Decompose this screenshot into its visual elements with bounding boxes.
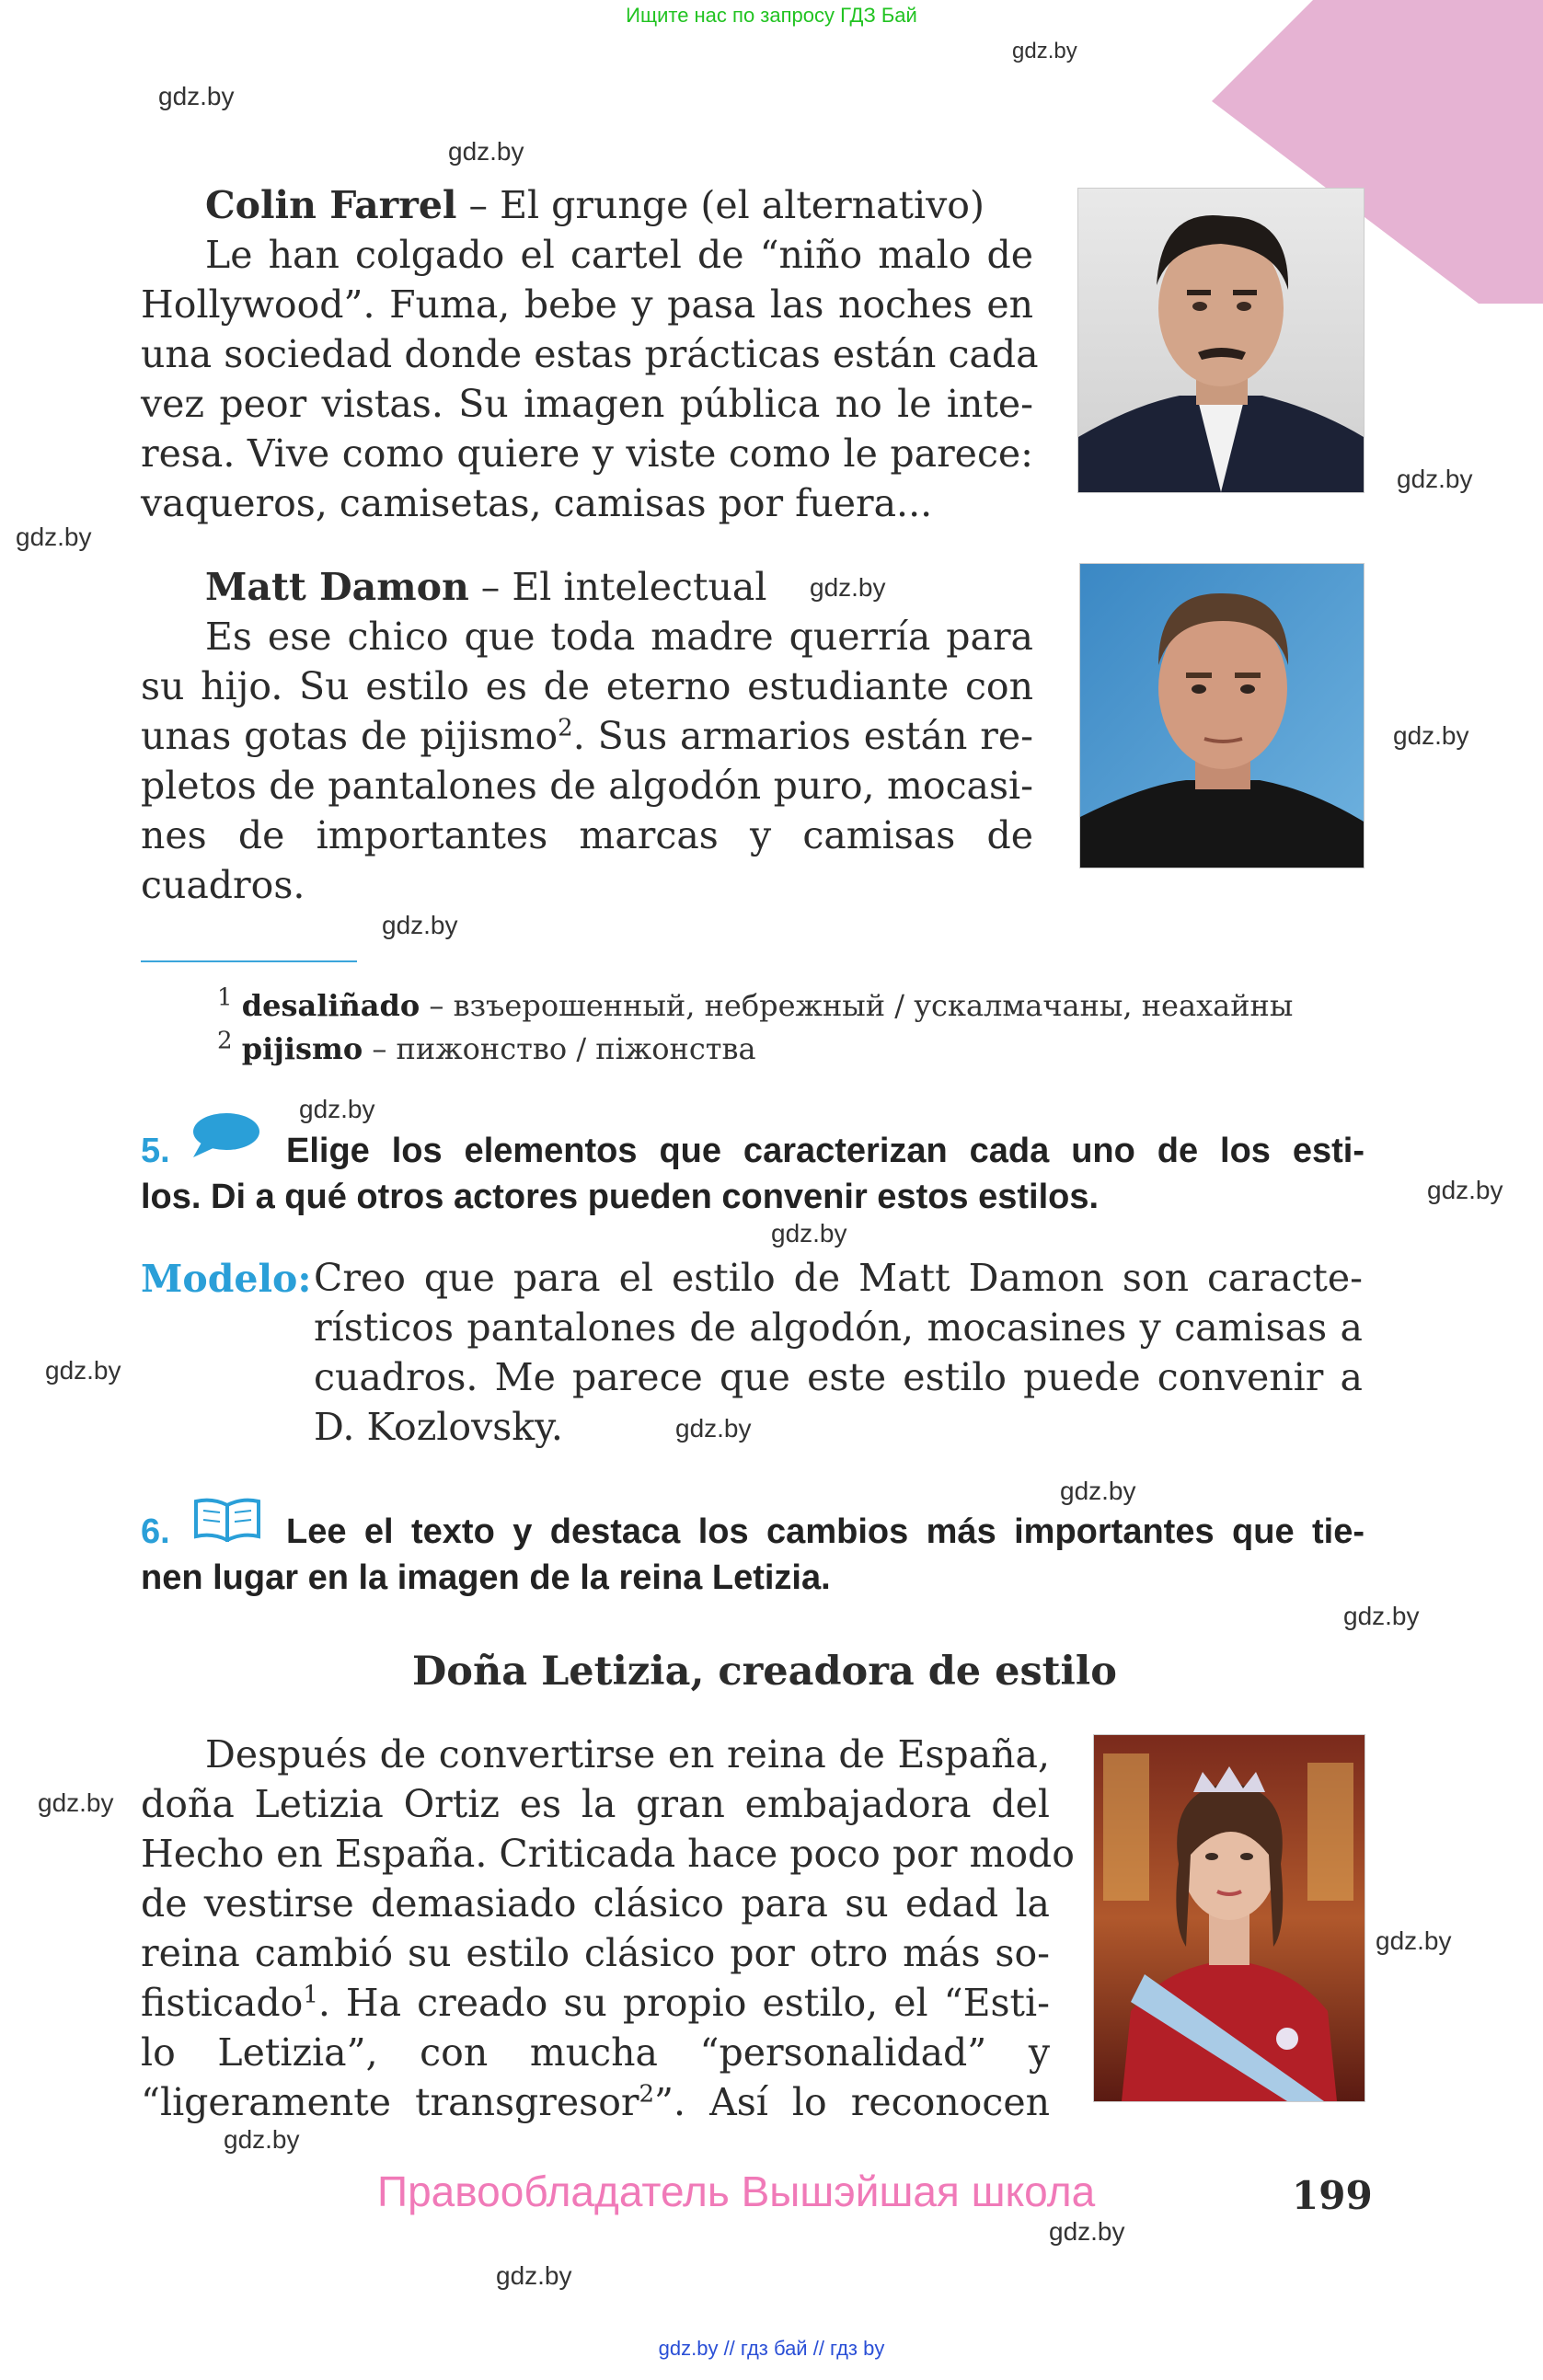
footnote-divider: [141, 960, 357, 962]
farrel-line-1: Le han colgado el cartel de “niño malo de: [205, 233, 1033, 277]
matt-damon-photo: [1079, 563, 1365, 868]
watermark: gdz.by: [675, 1414, 752, 1443]
damon-line-3-rest: . Sus armarios están re-: [572, 714, 1033, 758]
damon-line-1: Es ese chico que toda madre querría para: [205, 615, 1033, 659]
letizia-line-8: [141, 2077, 1050, 2127]
watermark: gdz.by: [810, 573, 886, 602]
watermark: gdz.by: [1376, 1926, 1452, 1955]
colin-farrel-photo: [1077, 188, 1365, 493]
footnote-2-number: 2: [217, 1027, 233, 1055]
farrel-line-3: una sociedad donde estas prácticas están cada: [141, 332, 1039, 376]
farrel-line-6: vaqueros, camisetas, camisas por fuera...: [141, 481, 933, 525]
footnote-ref-2b: 2: [639, 2080, 655, 2109]
letizia-line-8-text: “ligeramente transgresor: [141, 2080, 639, 2124]
task-6-number: 6.: [141, 1512, 170, 1551]
footnote-2-text: – пижонство / піжонства: [363, 1031, 756, 1066]
watermark: gdz.by: [1012, 39, 1077, 63]
letizia-line-6: [141, 1978, 1050, 2028]
bottom-banner[interactable]: gdz.by // гдз бай // гдз by: [658, 2337, 885, 2360]
watermark: gdz.by: [1343, 1602, 1420, 1630]
letizia-line-8-rest: ”. Así lo reconocen: [654, 2080, 1050, 2124]
watermark: gdz.by: [448, 137, 524, 166]
top-banner[interactable]: Ищите нас по запросу ГДЗ Бай: [626, 4, 917, 27]
task-5-line-2: los. Di a qué otros actores pueden convenir estos estilos.: [141, 1178, 1100, 1216]
task-6-line-1: [141, 1509, 1365, 1555]
modelo-text: [314, 1253, 1363, 1452]
modelo-line-4: D. Kozlovsky.: [314, 1405, 563, 1449]
queen-letizia-photo: [1093, 1734, 1365, 2102]
letizia-title: Doña Letizia, creadora de estilo: [412, 1649, 1117, 1695]
damon-style: El intelectual: [512, 565, 767, 609]
watermark: gdz.by: [496, 2261, 572, 2290]
watermark: gdz.by: [382, 911, 458, 939]
damon-paragraph: [141, 562, 1033, 910]
letizia-line-1: Después de convertirse en reina de España,: [205, 1732, 1050, 1776]
task-5-text: [141, 1128, 1365, 1220]
farrel-name: Colin Farrel: [205, 183, 457, 227]
footnotes: [217, 984, 1413, 1071]
watermark: gdz.by: [1427, 1176, 1503, 1204]
letizia-line-5: reina cambió su estilo clásico por otro más so-: [141, 1931, 1050, 1975]
watermark: gdz.by: [1393, 721, 1469, 750]
farrel-heading: [205, 180, 1033, 230]
footnote-2-term: pijismo: [241, 1031, 363, 1066]
watermark: gdz.by: [1060, 1477, 1136, 1505]
watermark: gdz.by: [16, 523, 92, 551]
footnote-ref-2: 2: [558, 714, 573, 742]
modelo-line-2: rísticos pantalones de algodón, mocasines y camisas a: [314, 1305, 1363, 1350]
footnote-1-term: desaliñado: [241, 988, 420, 1023]
damon-line-3: [141, 711, 1033, 761]
footnote-1-number: 1: [217, 983, 233, 1012]
farrel-style: El grunge (el alternativo): [500, 183, 985, 227]
task-5-line-1-text: Elige los elementos que caracterizan cada uno de los esti-: [286, 1132, 1365, 1170]
letizia-line-3: Hecho en España. Criticada hace poco por modo: [141, 1832, 1075, 1876]
damon-line-2: su hijo. Su estilo es de eterno estudiante con: [141, 664, 1033, 708]
watermark: gdz.by: [771, 1219, 847, 1247]
farrel-line-5: resa. Vive como quiere y viste como le parece:: [141, 431, 1033, 476]
watermark: gdz.by: [38, 1788, 114, 1817]
farrel-line-4: vez peor vistas. Su imagen pública no le inte-: [141, 382, 1033, 426]
modelo-label: Modelo:: [141, 1257, 312, 1301]
footnote-1-text: – взъерошенный, небрежный / ускалмачаны, неахайны: [420, 988, 1294, 1023]
footnote-ref-1: 1: [303, 1981, 318, 2009]
page-number: 199: [1292, 2173, 1373, 2218]
farrel-dash: –: [456, 183, 501, 227]
damon-line-4: pletos de pantalones de algodón puro, mocasi-: [141, 764, 1033, 808]
damon-heading: [205, 562, 1033, 612]
damon-line-5: nes de importantes marcas y camisas de: [141, 813, 1033, 857]
farrel-line-2: Hollywood”. Fuma, bebe y pasa las noches en: [141, 282, 1033, 327]
farrel-paragraph: [141, 180, 1039, 528]
letizia-line-7: lo Letizia”, con mucha “personalidad” y: [141, 2030, 1050, 2075]
footnote-2: [217, 1028, 1413, 1071]
watermark: gdz.by: [1397, 465, 1473, 493]
task-6-text: [141, 1509, 1365, 1601]
letizia-paragraph: [141, 1730, 1075, 2127]
watermark: gdz.by: [45, 1356, 121, 1385]
letizia-line-4: de vestirse demasiado clásico para su edad la: [141, 1881, 1050, 1926]
letizia-line-6-text: fisticado: [141, 1981, 304, 2025]
task-6-line-2: nen lugar en la imagen de la reina Letizia.: [141, 1558, 831, 1597]
damon-name: Matt Damon: [205, 565, 469, 609]
modelo-line-3: cuadros. Me parece que este estilo puede convenir a: [314, 1355, 1363, 1399]
task-6-line-1-text: Lee el texto y destaca los cambios más importantes que tie-: [286, 1512, 1365, 1551]
watermark: gdz.by: [299, 1095, 375, 1123]
modelo-line-1: Creo que para el estilo de Matt Damon son caracte-: [314, 1256, 1363, 1300]
damon-line-6: cuadros.: [141, 863, 305, 907]
watermark: gdz.by: [224, 2125, 300, 2154]
letizia-line-6-rest: . Ha creado su propio estilo, el “Esti-: [317, 1981, 1050, 2025]
footnote-1: [217, 984, 1413, 1028]
letizia-line-2: doña Letizia Ortiz es la gran embajadora del: [141, 1782, 1050, 1826]
watermark: gdz.by: [1049, 2217, 1125, 2246]
task-5-line-1: [141, 1128, 1365, 1174]
watermark: gdz.by: [158, 82, 235, 110]
damon-dash: –: [468, 565, 512, 609]
copyright-owner: Правообладатель Вышэйшая школа: [377, 2167, 1096, 2215]
task-5-number: 5.: [141, 1132, 170, 1170]
damon-line-3-text: unas gotas de pijismo: [141, 714, 558, 758]
